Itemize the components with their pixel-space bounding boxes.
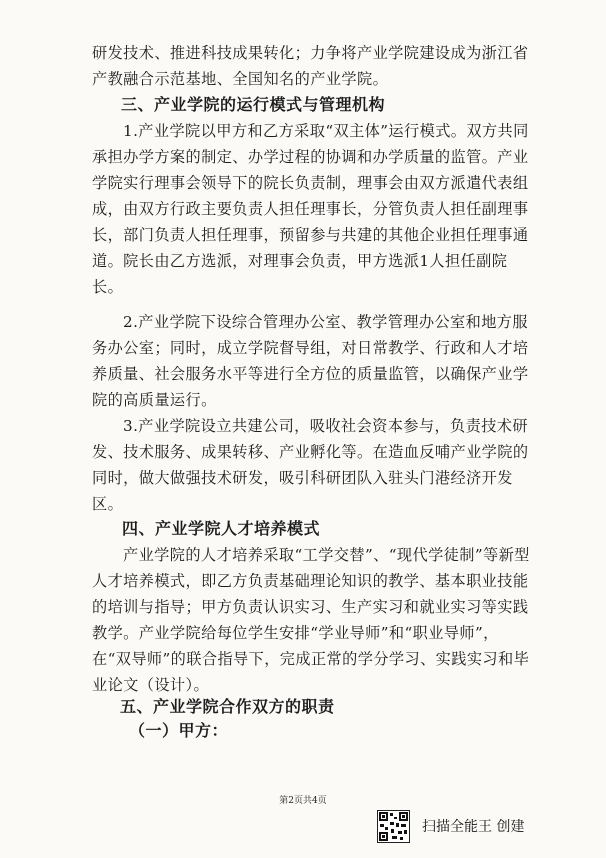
paragraph-operation-mode: 1.产业学院以甲方和乙方采取“双主体”运行模式。双方共同承担办学方案的制定、办学过程的协调和办学质量的监管。产业学院实行理事会领导下的院长负责制，理事会由双方派遣代表组成，由双方行政主要负责人担任理事长，分管负责人担任副理事长，部门负责人担任理事，预留参与共建的其他企业担任理事通道。院长由乙方选派，对理事会负责，甲方选派1人担任副院长。 bbox=[92, 122, 529, 296]
section-heading-5: 五、产业学院合作双方的职责 bbox=[120, 697, 335, 716]
paragraph-training-model: 产业学院的人才培养采取“工学交替”、“现代学徒制”等新型人才培养模式，即乙方负责基础理论知识的教学、基本职业技能的培训与指导；甲方负责认识实习、生产实习和就业实习等实践教学。产业学院给每位学生安排“学业导师”和“职业导师”，在“双导师”的联合指导下，完成正常的学分学习、实践实习和毕业论文（设计）。 bbox=[92, 546, 530, 694]
paragraph-intro-continued: 研发技术、推进科技成果转化；力争将产业学院建设成为浙江省产教融合示范基地、全国知名的产业学院。 bbox=[92, 44, 529, 88]
scanner-brand-label: 扫描全能王 创建 bbox=[422, 819, 525, 835]
paragraph-joint-company: 3.产业学院设立共建公司，吸收社会资本参与，负责技术研发、技术服务、成果转移、产业孵化等。在造血反哺产业学院的同时，做大做强技术研发，吸引科研团队入驻头门港经济开发区。 bbox=[92, 417, 529, 513]
section-heading-4: 四、产业学院人才培养模式 bbox=[122, 519, 321, 538]
scanner-watermark bbox=[377, 808, 524, 844]
page-number: 第2页共4页 bbox=[279, 796, 327, 806]
paragraph-offices: 2.产业学院下设综合管理办公室、教学管理办公室和地方服务办公室；同时，成立学院督导组，对日常教学、行政和人才培养质量、社会服务水平等进行全方位的质量监管，以确保产业学院的高质量运行。 bbox=[92, 313, 529, 409]
section-heading-3: 三、产业学院的运行模式与管理机构 bbox=[121, 95, 386, 114]
subsection-heading-party-a: （一）甲方： bbox=[129, 721, 229, 740]
qr-code-icon bbox=[377, 810, 410, 843]
